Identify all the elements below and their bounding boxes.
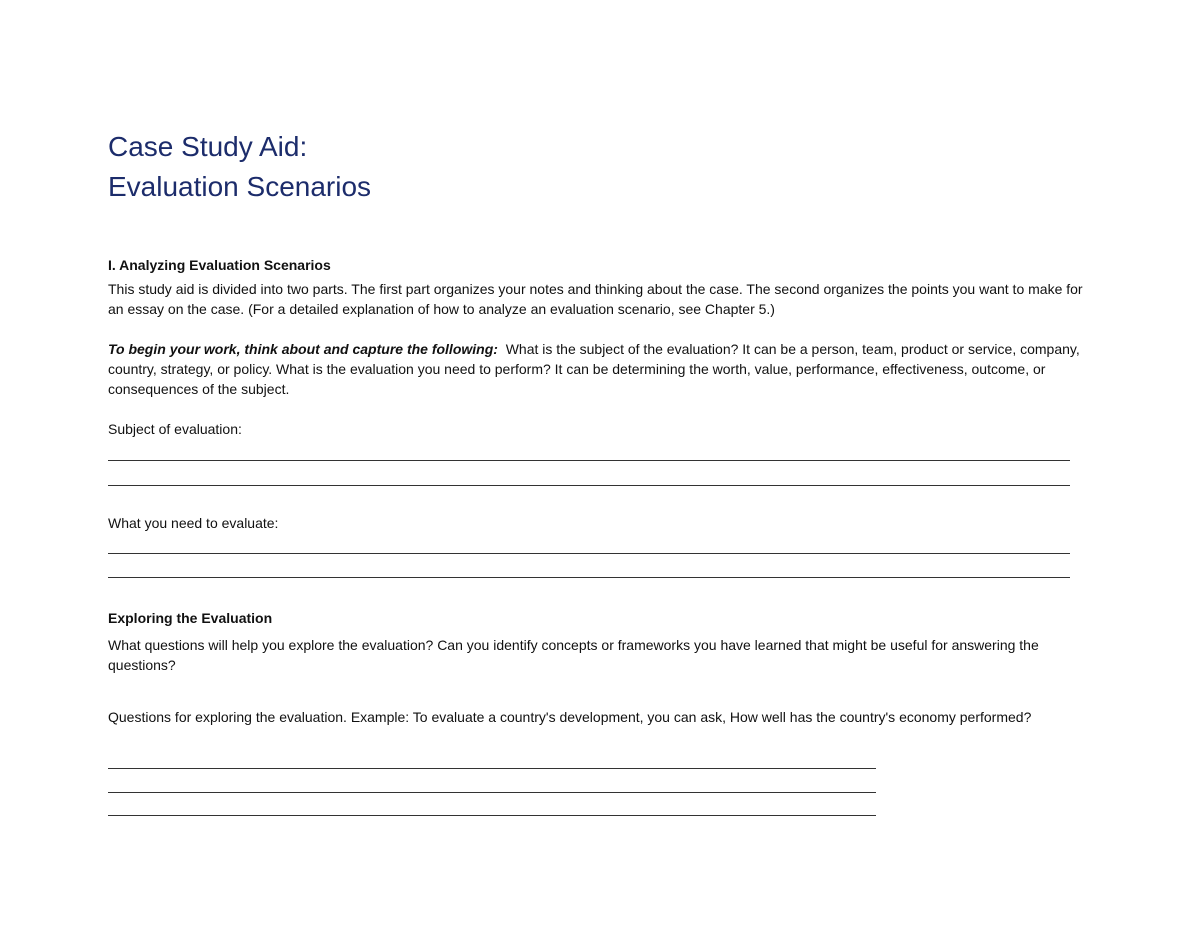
exploring-paragraph: What questions will help you explore the evaluation? Can you identify concepts or frameworks you have learned that might be useful for answering the questions? (108, 637, 1039, 673)
evaluate-answer-line-1[interactable] (108, 553, 1070, 554)
document-title-line-1: Case Study Aid: (108, 131, 308, 162)
prompt-paragraph (108, 339, 1083, 399)
questions-answer-line-1[interactable] (108, 768, 876, 769)
section-heading-exploring: Exploring the Evaluation (108, 610, 273, 626)
document-title-line-2: Evaluation Scenarios (108, 171, 372, 202)
questions-answer-line-3[interactable] (108, 815, 876, 816)
exploring-example-paragraph: Questions for exploring the evaluation. Example: To evaluate a country's development, you can ask, How well has the country's economy performed? (108, 709, 1032, 725)
what-to-evaluate-label: What you need to evaluate: (108, 515, 279, 531)
subject-answer-line-2[interactable] (108, 485, 1070, 486)
subject-of-evaluation-label: Subject of evaluation: (108, 421, 242, 437)
prompt-body: What is the subject of the evaluation? It can be a person, team, product or service, company, country, strategy, or policy. What is the evaluation you need to perform? It can be determining the worth, value, performance, effectiveness, outcome, or consequences of the subject. (108, 341, 1080, 397)
section-intro-paragraph: This study aid is divided into two parts. The first part organizes your notes and thinking about the case. The second organizes the points you want to make for an essay on the case. (For a detailed explanation of how to analyze an evaluation scenario, see Chapter 5.) (108, 281, 1083, 317)
subject-answer-line-1[interactable] (108, 460, 1070, 461)
questions-answer-line-2[interactable] (108, 792, 876, 793)
section-heading-analyzing: I. Analyzing Evaluation Scenarios (108, 257, 331, 273)
evaluate-answer-line-2[interactable] (108, 577, 1070, 578)
prompt-lead: To begin your work, think about and capture the following: (108, 341, 498, 357)
